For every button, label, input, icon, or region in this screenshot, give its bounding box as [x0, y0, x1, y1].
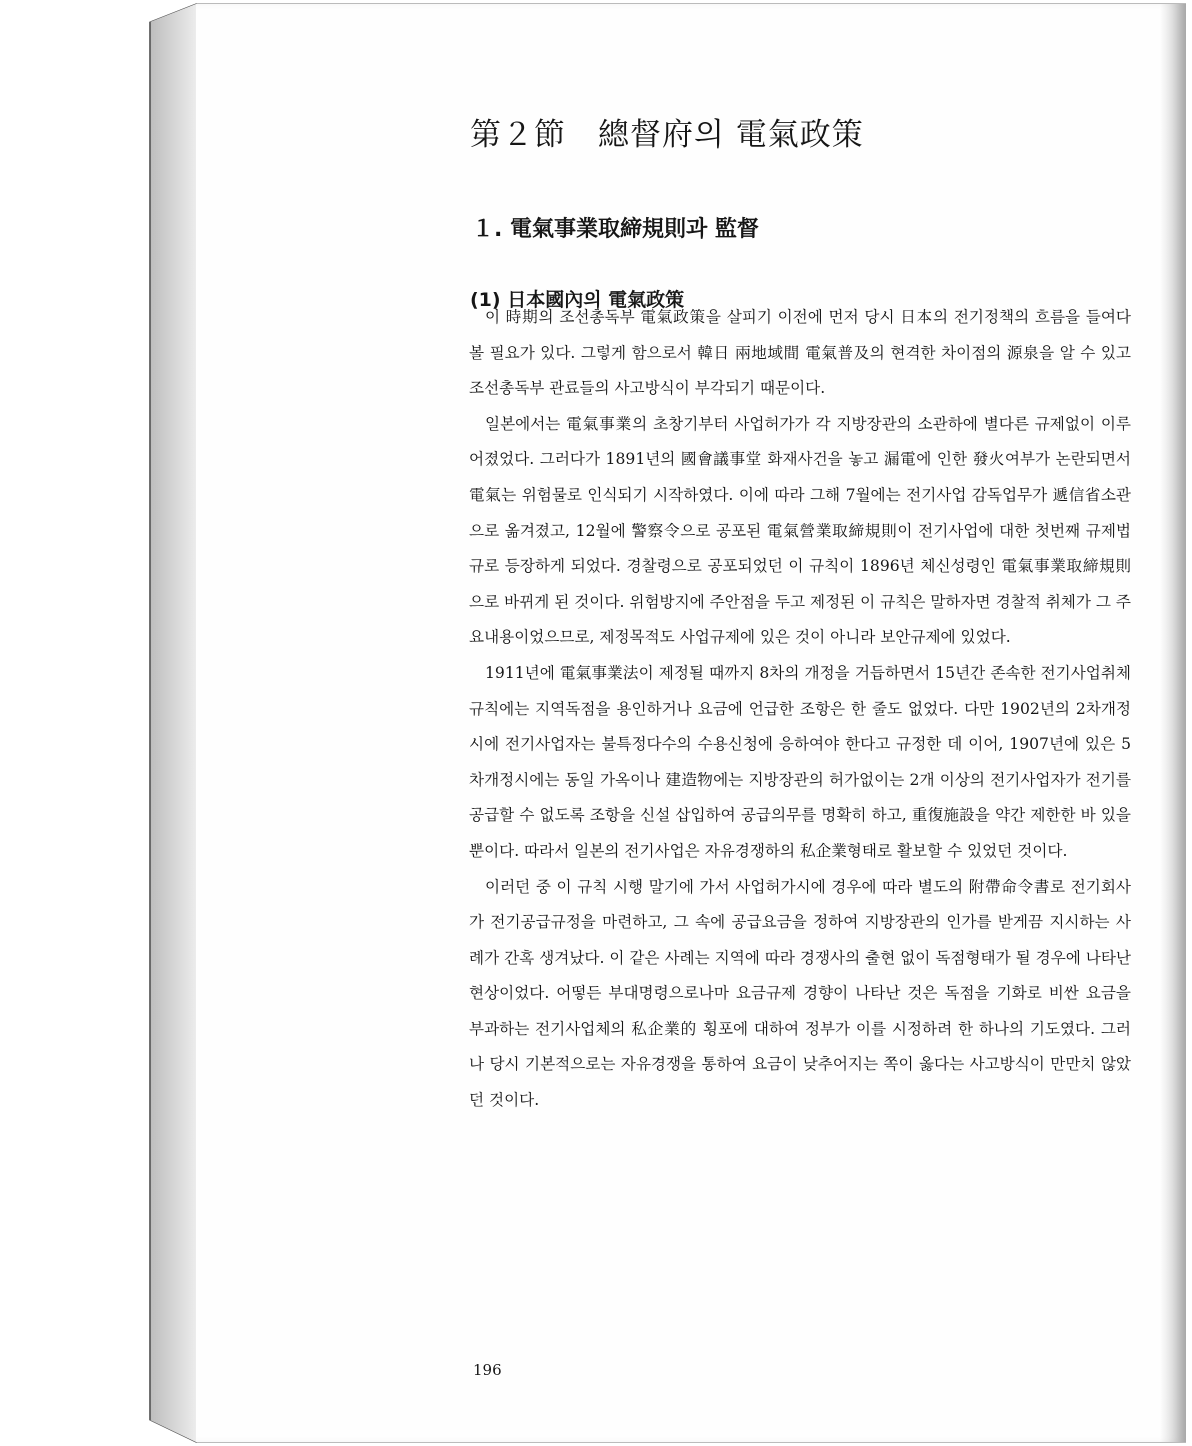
page-edge-shadow	[1160, 4, 1186, 1442]
subsection-title: (1) 日本國內의 電氣政策	[470, 289, 685, 311]
paragraph: 이 時期의 조선총독부 電氣政策을 살피기 이전에 먼저 당시 日本의 전기정책의 흐름을 들여다 볼 필요가 있다. 그렇게 함으로서 韓日 兩地域間 電氣普及의 현격한 차이점의 源泉을 알 수 있고 조선총독부 관료들의 사고방식이 부각되기 때문이다.	[469, 308, 1131, 398]
body-text	[469, 300, 1131, 1119]
paragraph: 1911년에 電氣事業法이 제정될 때까지 8차의 개정을 거듭하면서 15년간 존속한 전기사업취체규칙에는 지역독점을 용인하거나 요금에 언급한 조항은 한 줄도 없었다. 다만 1902년의 2차개정시에 전기사업자는 불특정다수의 수용신청에 응하여야 한다고 규정한 데 이어, 1907년에 있은 5차개정시에는 동일 가옥이나 建造物에는 지방장관의 허가없이는 2개 이상의 전기사업자가 전기를 공급할 수 없도록 조항을 신설 삽입하여 공급의무를 명확히 하고, 重復施設을 약간 제한한 바 있을 뿐이다. 따라서 일본의 전기사업은 자유경쟁하의 私企業형태로 활보할 수 있었던 것이다.	[469, 663, 1131, 860]
paragraph: 이러던 중 이 규칙 시행 말기에 가서 사업허가시에 경우에 따라 별도의 附帶命令書로 전기회사가 전기공급규정을 마련하고, 그 속에 공급요금을 정하여 지방장관의 인가를 받게끔 지시하는 사례가 간혹 생겨났다. 이 같은 사례는 지역에 따라 경쟁사의 출현 없이 독점형태가 될 경우에 나타난 현상이었다. 어떻든 부대명령으로나마 요금규제 경향이 나타난 것은 독점을 기화로 비싼 요금을 부과하는 전기사업체의 私企業的 횡포에 대하여 정부가 이를 시정하려 한 하나의 기도였다. 그러나 당시 기본적으로는 자유경쟁을 통하여 요금이 낮추어지는 쪽이 옳다는 사고방식이 만만치 않았던 것이다.	[469, 877, 1131, 1110]
section-title: １. 電氣事業取締規則과 監督	[472, 217, 759, 243]
paragraph: 일본에서는 電氣事業의 초창기부터 사업허가가 각 지방장관의 소관하에 별다른 규제없이 이루어졌었다. 그러다가 1891년의 國會議事堂 화재사건을 놓고 漏電에 인한 發火여부가 논란되면서 電氣는 위험물로 인식되기 시작하였다. 이에 따라 그해 7월에는 전기사업 감독업무가 遞信省소관으로 옮겨졌고, 12월에 警察令으로 공포된 電氣營業取締規則이 전기사업에 대한 첫번째 규제법규로 등장하게 되었다. 경찰령으로 공포되었던 이 규칙이 1896년 체신성령인 電氣事業取締規則으로 바뀌게 된 것이다. 위험방지에 주안점을 두고 제정된 이 규칙은 말하자면 경찰적 취체가 그 주요내용이었으므로, 제정목적도 사업규제에 있은 것이 아니라 보안규제에 있었다.	[469, 414, 1131, 647]
chapter-title: 第２節 總督府의 電氣政策	[470, 116, 864, 153]
page-number: 196	[473, 1361, 502, 1379]
